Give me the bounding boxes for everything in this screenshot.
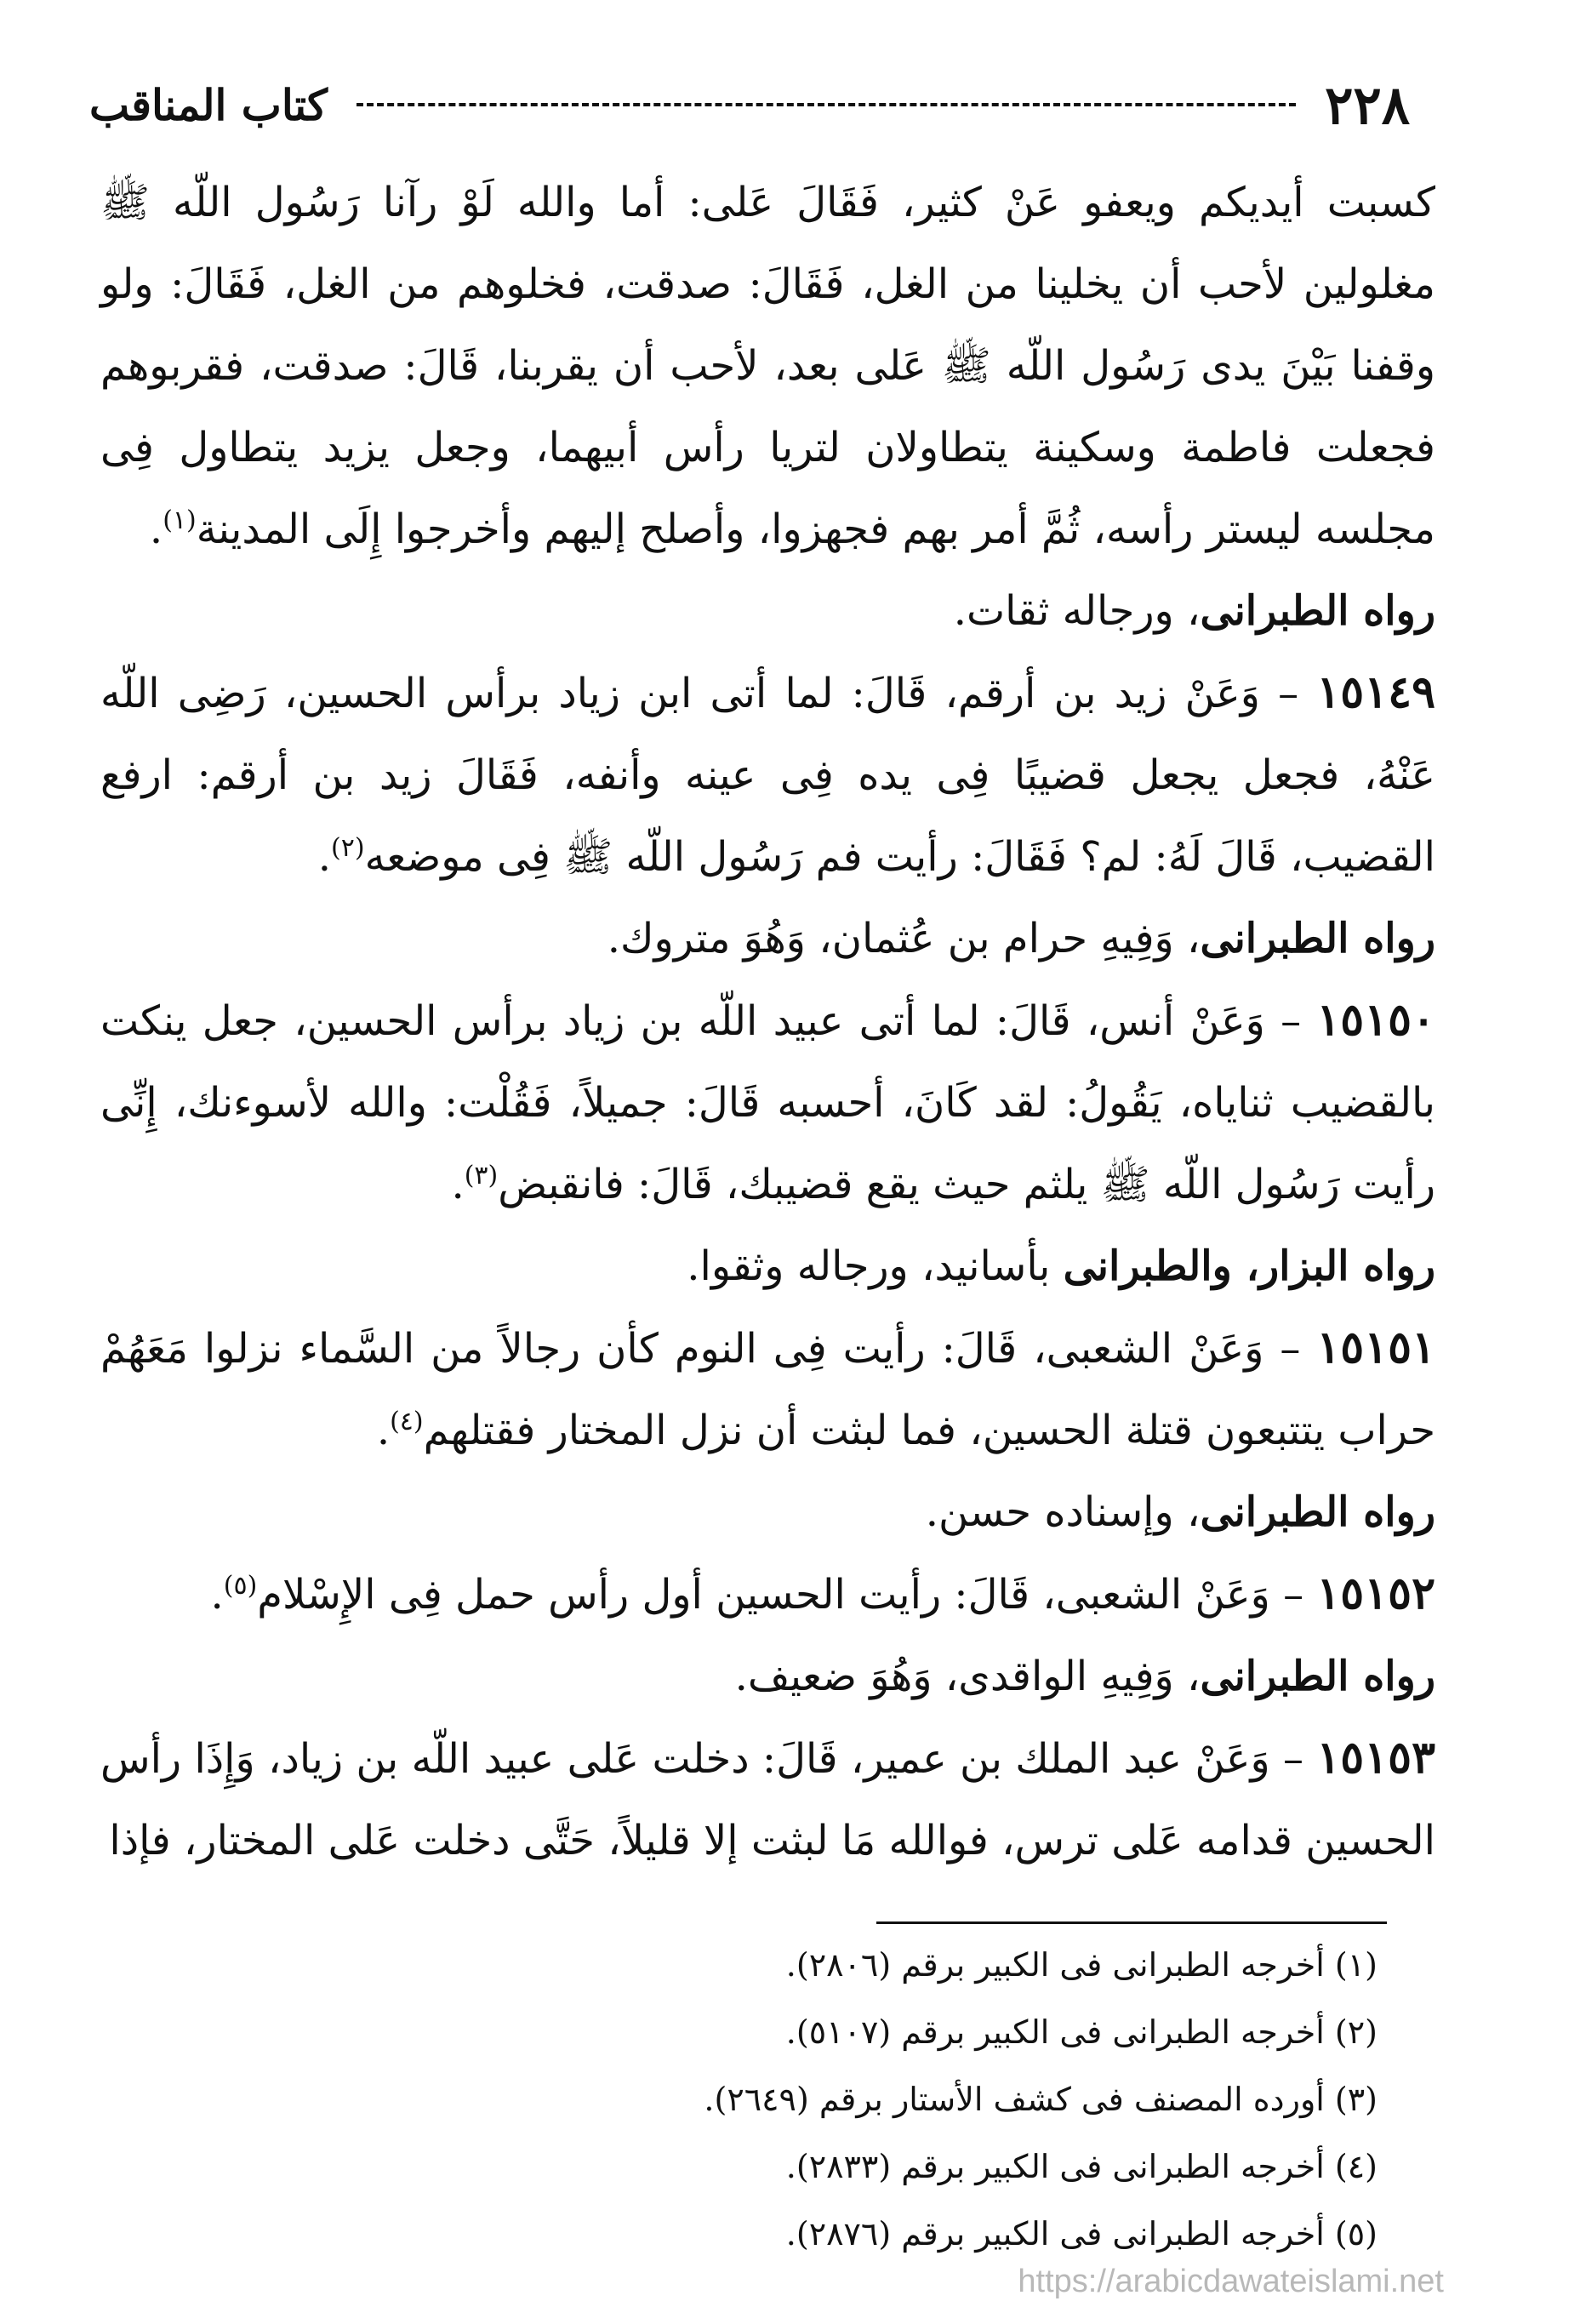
hadith-number: ١٥١٥٢ — [1316, 1567, 1435, 1619]
hadith-15153: ١٥١٥٣ – وَعَنْ عبد الملك بن عمير، قَالَ: دخلت عَلى عبيد اللّه بن زياد، وَإِذَا رأس الحسين قدامه عَلى ترس، فوالله مَا لبثت إلا قليلاً، حَتَّى دخلت عَلى المختار، فإذا — [100, 1732, 1436, 1864]
main-text — [100, 162, 1435, 1881]
footnote-2: (٢) أخرجه الطبرانى فى الكبير برقم (٥١٠٧). — [785, 2013, 1378, 2051]
footnote-3: (٣) أورده المصنف فى كشف الأستار برقم (٢٦٤٩). — [704, 2081, 1378, 2118]
hadith-number: ١٥١٥١ — [1316, 1322, 1435, 1373]
narration-note: رواه الطبرانى، وَفِيهِ الواقدى، وَهُوَ ضعيف. — [734, 1653, 1435, 1700]
watermark-url: https://arabicdawateislami.net — [1018, 2264, 1444, 2299]
footnote-ref: (٤) — [390, 1407, 424, 1436]
footnote-ref: (١) — [163, 505, 197, 535]
footnote-4: (٤) أخرجه الطبرانى فى الكبير برقم (٢٨٣٣). — [785, 2148, 1378, 2185]
narration-note: رواه الطبرانى، وإسناده حسن. — [925, 1488, 1435, 1536]
footnote-1: (١) أخرجه الطبرانى فى الكبير برقم (٢٨٠٦). — [785, 1946, 1378, 1984]
page-header — [89, 66, 1410, 143]
footnote-ref: (٣) — [464, 1161, 499, 1191]
hadith-number: ١٥١٥٣ — [1316, 1732, 1436, 1784]
narration-note: رواه الطبرانى، ورجاله ثقات. — [953, 587, 1435, 635]
header-divider — [356, 103, 1296, 106]
book-title: كتاب المناقب — [89, 79, 328, 130]
paragraph-continuation: كسبت أيديكم ويعفو عَنْ كثير، فَقَالَ عَلى: أما والله لَوْ رآنا رَسُول اللّه ﷺ مغلولين لأحب أن يخلينا من الغل، فَقَالَ: صدقت، فخلوهم من الغل، فَقَالَ: ولو وقفنا بَيْنَ يدى رَسُول اللّه ﷺ عَلى بعد، لأحب أن يقربنا، قَالَ: صدقت، فقربوهم فجعلت فاطمة وسكينة يتطاولان لتريا رأس أبيهما، وجعل يزيد يتطاول فِى مجلسه ليستر رأسه، ثُمَّ أمر بهم فجهزوا، وأصلح إليهم وأخرجوا إِلَى المدينة$^{(١)}$. — [100, 179, 1435, 553]
hadith-15151: ١٥١٥١ – وَعَنْ الشعبى، قَالَ: رأيت فِى النوم كأن رجالاً من السَّماء نزلوا مَعَهُمْ حراب يتتبعون قتلة الحسين، فما لبثت أن نزل المختار فقتلهم$^{(٤)}$. — [100, 1322, 1435, 1454]
footnotes — [511, 1932, 1378, 2268]
hadith-number: ١٥١٥٠ — [1316, 994, 1435, 1046]
hadith-number: ١٥١٤٩ — [1316, 666, 1435, 718]
footnote-ref: (٢) — [331, 833, 365, 863]
hadith-15149: ١٥١٤٩ – وَعَنْ زيد بن أرقم، قَالَ: لما أتى ابن زياد برأس الحسين، رَضِى اللّه عَنْهُ، فجعل يجعل قضيبًا فِى يده فِى عينه وأنفه، فَقَالَ زيد بن أرقم: ارفع القضيب، قَالَ لَهُ: لم؟ فَقَالَ: رأيت فم رَسُول اللّه ﷺ فِى موضعه$^{(٢)}$. — [100, 666, 1436, 881]
hadith-15150: ١٥١٥٠ – وَعَنْ أنس، قَالَ: لما أتى عبيد اللّه بن زياد برأس الحسين، جعل ينكت بالقضيب ثناياه، يَقُولُ: لقد كَانَ، أحسبه قَالَ: جميلاً، فَقُلْت: والله لأسوءنك، إِنِّى رأيت رَسُول اللّه ﷺ يلثم حيث يقع قضيبك، قَالَ: فانقبض$^{(٣)}$. — [100, 994, 1435, 1208]
footnote-5: (٥) أخرجه الطبرانى فى الكبير برقم (٢٨٧٦). — [785, 2215, 1378, 2253]
page-number: ٢٢٨ — [1325, 73, 1410, 136]
footnote-separator — [876, 1921, 1387, 1924]
narration-note: رواه الطبرانى، وَفِيهِ حرام بن عُثمان، وَهُوَ متروك. — [607, 915, 1435, 962]
footnote-ref: (٥) — [223, 1571, 258, 1601]
hadith-15152: ١٥١٥٢ – وَعَنْ الشعبى، قَالَ: رأيت الحسين أول رأس حمل فِى الإِسْلام$^{(٥)}$. — [210, 1567, 1435, 1619]
narration-note: رواه البزار، والطبرانى بأسانيد، ورجاله وثقوا. — [687, 1242, 1435, 1290]
